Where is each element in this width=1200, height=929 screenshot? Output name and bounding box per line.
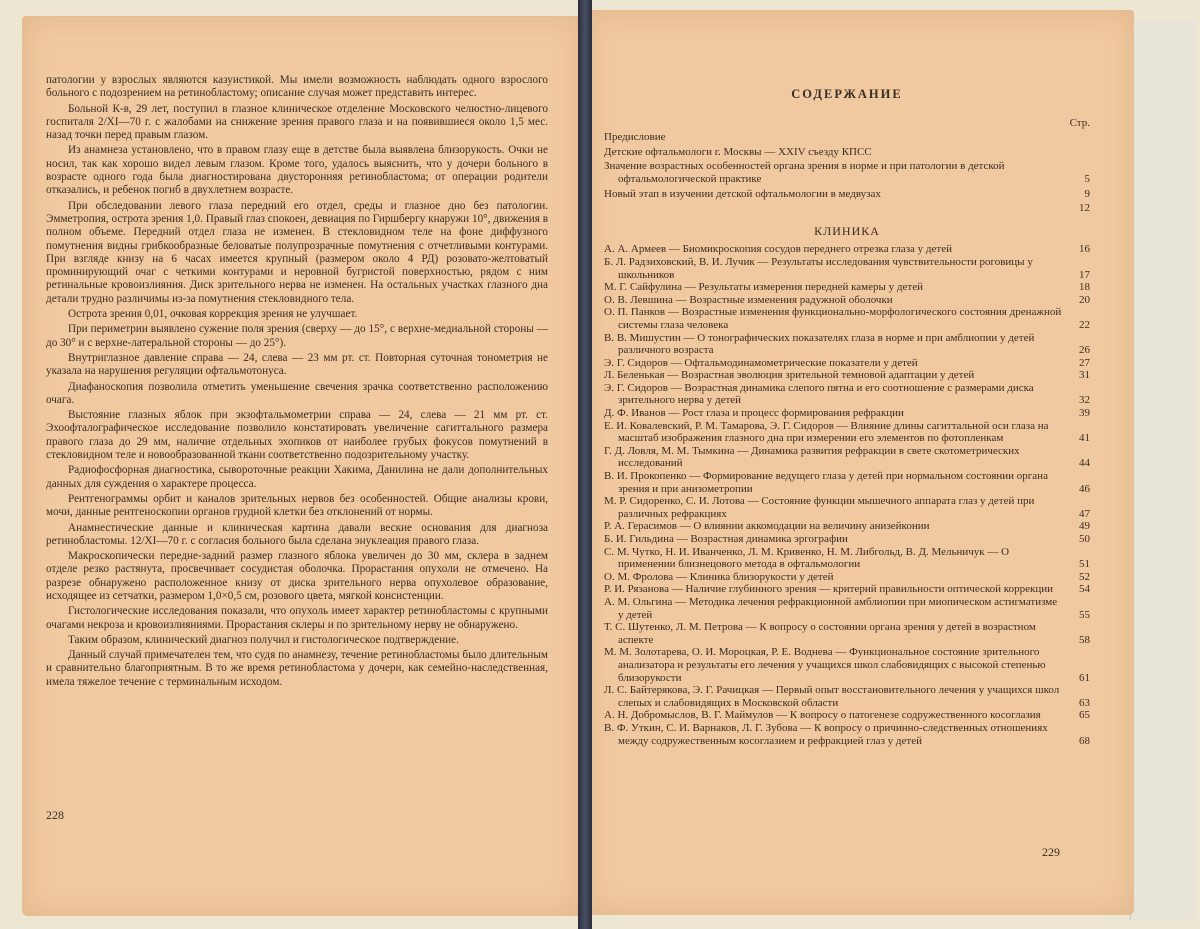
toc-entry-title: Б. И. Гильдина — Возрастная динамика эргографии	[604, 533, 848, 545]
toc-entry-page: 27	[1079, 356, 1090, 369]
toc-entry-page: 51	[1079, 558, 1090, 571]
toc-entry-page: 58	[1079, 633, 1090, 646]
toc-entry-page: 22	[1079, 318, 1090, 331]
toc-entry-title: Л. Беленькая — Возрастная эволюция зрительной темновой адаптации у детей	[604, 369, 975, 382]
toc-entry-page: 49	[1079, 520, 1090, 533]
paragraph: Данный случай примечателен тем, что судя по анамнезу, течение ретинобластомы было длительным и сравнительно благоприятным. В то же время ретинобластома у дочери, как семейно-наследственная, имела тяжелое течение с терминальным исходом.	[46, 649, 548, 688]
toc-entry-page: 41	[1079, 432, 1090, 445]
toc-entry-page: 20	[1079, 293, 1090, 306]
toc-entry-title: Т. С. Шутенко, Л. М. Петрова — К вопросу о состоянии органа зрения у детей в возрастном аспекте	[604, 621, 1036, 646]
toc-entry-page: 39	[1079, 407, 1090, 420]
toc-entry	[604, 571, 1090, 584]
toc-entry-page: 65	[1079, 709, 1090, 722]
paragraph: Радиофосфорная диагностика, сывороточные реакции Хакима, Данилина не дали дополнительных данных для суждения о характере процесса.	[46, 464, 548, 490]
toc-entry-title: Г. Д. Ловля, М. М. Тымкина — Динамика развития рефракции в свете скотометрических исследований	[604, 444, 1020, 470]
toc-entry-page: 61	[1079, 671, 1090, 684]
toc-entry	[604, 407, 1090, 420]
toc-entry-page: 31	[1079, 369, 1090, 382]
toc-entry-page: 47	[1079, 507, 1090, 520]
toc-entry-title: Р. А. Герасимов — О влиянии аккомодации на величину анизейконии	[604, 520, 930, 533]
toc-entry-title: Детские офтальмологи г. Москвы — XXIV съезду КПСС	[604, 145, 872, 158]
toc-entry-page: 17	[1079, 268, 1090, 281]
toc-entry	[604, 722, 1090, 747]
table-of-contents	[604, 88, 1090, 747]
toc-entry	[604, 709, 1090, 722]
paragraph: При периметрии выявлено сужение поля зрения (сверху — до 15°, с верхне-медиальной стороны — до 30° и с верхне-латеральной стороны — до 25°).	[46, 323, 548, 349]
toc-entry-title: Э. Г. Сидоров — Офтальмодинамометрические показатели у детей	[604, 356, 918, 369]
toc-entry	[604, 332, 1090, 357]
toc-entry	[604, 243, 1090, 256]
paragraph: Анамнестические данные и клиническая картина давали веские основания для диагноза ретинобластомы. 12/XI—70 г. с согласия больного была сделана энуклеация правого глаза.	[46, 521, 548, 547]
toc-entry	[604, 621, 1090, 646]
toc-entry-page: 26	[1079, 344, 1090, 357]
paragraph: Таким образом, клинический диагноз получил и гистологическое подтверждение.	[68, 633, 459, 646]
paragraph: Из анамнеза установлено, что в правом глазу еще в детстве была выявлена близорукость. Очки не носил, так как хорошо видел левым глазом. Кроме того, удалось выяснить, что у дочери больного в возрасте одного года была диагностирована двусторонняя ретинобластома; от операции родители отказались, и ребенок погиб в двухлетнем возрасте.	[46, 144, 548, 197]
toc-entry	[604, 294, 1090, 307]
toc-entry-title: Е. И. Ковалевский, Р. М. Тамарова, Э. Г. Сидоров — Влияние длины сагиттальной оси глаза на масштаб изображения глазного дна при измерении его элементов по фотопленкам	[604, 419, 1049, 445]
book-spine	[578, 0, 592, 929]
toc-entry	[604, 684, 1090, 709]
toc-entry	[604, 546, 1090, 571]
toc-entry	[604, 306, 1090, 331]
toc-entry	[604, 533, 1090, 546]
toc-entry-title: Р. И. Рязанова — Наличие глубинного зрения — критерий правильности оптической коррекции	[604, 583, 1053, 596]
toc-entry	[604, 646, 1090, 684]
paragraph: При обследовании левого глаза передний его отдел, среды и глазное дно без патологии. Эмметропия, острота зрения 1,0. Правый глаз спокоен, девиация по Гиршбергу кнаружи 10°, движения в полном объеме. Передний отдел глаза не изменен. В стекловидном теле на фоне диффузного помутнения видны грибкообразные беловатые полупрозрачные помутнения с отчетливыми контурами. При взгляде книзу на 6 часах имеется крупный (размером около 4 РД) розовато-желтоватый проминирующий очаг с четкими контурами и неровной бугристой поверхностью, рядом с ним ретинальные кровоизлияния. Диск зрительного нерва не изменен. На остальных участках глазного дна детали трудно различимы из-за помутнения стекловидного тела.	[46, 199, 548, 305]
toc-prelim	[604, 131, 1090, 215]
toc-entry-page: 44	[1079, 457, 1090, 470]
toc-entry-title: А. А. Армеев — Биомикроскопия сосудов переднего отрезка глаза у детей	[604, 243, 952, 256]
toc-entry-title: А. М. Ольгина — Методика лечения рефракционной амблиопии при миопическом астигматизме у детей	[604, 595, 1058, 621]
toc-entry	[604, 382, 1090, 407]
toc-section-heading: КЛИНИКА	[814, 223, 880, 238]
toc-entry-page: 52	[1079, 570, 1090, 583]
toc-entry	[604, 420, 1090, 445]
toc-title: СОДЕРЖАНИЕ	[791, 87, 903, 101]
paragraph: Диафаноскопия позволила отметить уменьшение свечения зрачка соответственно расположению очага.	[46, 380, 548, 406]
paragraph: Больной К-в, 29 лет, поступил в глазное клиническое отделение Московского челюстно-лицевого госпиталя 2/XI—70 г. с жалобами на снижение зрения правого глаза и на появившиеся около 1,5 мес. назад точки перед правым глазом.	[46, 102, 548, 142]
toc-entry-title: О. П. Панков — Возрастные изменения функционально-морфологического состояния дренажной системы глаза человека	[604, 306, 1062, 331]
toc-entry-title: М. Г. Сайфулина — Результаты измерения передней камеры у детей	[604, 281, 923, 294]
toc-entry-title: С. М. Чутко, Н. И. Иванченко, Л. М. Кривенко, Н. М. Либгольд, В. Д. Мельничук — О применении близнецового метода в офтальмологии	[604, 545, 1010, 571]
toc-entry-page: 63	[1079, 696, 1090, 709]
toc-entry-title: В. И. Прокопенко — Формирование ведущего глаза у детей при нормальном состоянии органа зрения и при анизометропии	[604, 470, 1048, 495]
toc-entry	[604, 202, 1090, 215]
paragraph: патологии у взрослых являются казуистикой. Мы имели возможность наблюдать одного взрослого больного с подозрением на ретинобластому; описание случая может представить интерес.	[46, 74, 548, 100]
toc-entry-title: В. Ф. Уткин, С. И. Варнаков, Л. Г. Зубова — К вопросу о причинно-следственных отношениях между содружественным косоглазием и рефракцией глаз у детей	[604, 721, 1048, 747]
toc-entry-page: 32	[1079, 394, 1090, 407]
cover-flap	[1130, 20, 1196, 920]
paragraph: Внутриглазное давление справа — 24, слева — 23 мм рт. ст. Повторная суточная тонометрия не указала на нарушения регуляции офтальмотонуса.	[46, 351, 548, 378]
toc-entry-title: О. М. Фролова — Клиника близорукости у детей	[604, 570, 834, 583]
paragraph: Рентгенограммы орбит и каналов зрительных нервов без особенностей. Общие анализы крови, мочи, данные рентгеноскопии органов грудной клетки без отклонений от нормы.	[46, 492, 548, 519]
toc-entry-title: Значение возрастных особенностей органа зрения в норме и при патологии в детской офтальмологической практике	[604, 160, 1005, 185]
toc-entry-page: 18	[1079, 281, 1090, 294]
toc-entry-title: М. М. Золотарева, О. И. Мороцкая, Р. Е. Воднева — Функциональное состояние зрительного анализатора и результаты его лечения у учащихся школ слабовидящих с высокой степенью близорукости	[604, 646, 1046, 684]
paragraph: Гистологические исследования показали, что опухоль имеет характер ретинобластомы с крупными очагами некроза и кровоизлияниями. Прорастания склеры и по зрительному нерву не обнаружено.	[46, 605, 548, 631]
toc-entry-title: Э. Г. Сидоров — Возрастная динамика слепого пятна и его соотношение с размерами диска зрительного нерва у детей	[604, 381, 1034, 407]
toc-entry-page: 12	[1079, 202, 1090, 215]
toc-entry-title: Л. С. Байтерякова, Э. Г. Рачицкая — Первый опыт восстановительного лечения у учащихся школ слепых и слабовидящих в Московской области	[604, 684, 1060, 709]
toc-entry-page: 16	[1079, 243, 1090, 256]
toc-entry-page: 9	[1084, 187, 1090, 200]
toc-entries	[604, 243, 1090, 747]
toc-entry-title: А. Н. Добромыслов, В. Г. Маймулов — К вопросу о патогенезе содружественного косоглазия	[604, 709, 1041, 722]
toc-entry	[604, 495, 1090, 520]
toc-entry-title: О. В. Левшина — Возрастные изменения радужной оболочки	[604, 293, 893, 306]
toc-entry-title: В. В. Мишустин — О тонографических показателях глаза в норме и при амблиопии у детей различного возраста	[604, 331, 1035, 357]
toc-entry-title: Б. Л. Радзиховский, В. И. Лучик — Результаты исследования чувствительности роговицы у школьников	[604, 255, 1033, 281]
toc-entry	[604, 583, 1090, 596]
page-column-label: Стр.	[1069, 116, 1090, 129]
right-page-number: 229	[1042, 845, 1060, 859]
paragraph: Острота зрения 0,01, очковая коррекция зрения не улучшает.	[68, 308, 358, 321]
toc-entry-page: 68	[1079, 734, 1090, 747]
toc-entry-title: Д. Ф. Иванов — Рост глаза и процесс формирования рефракции	[604, 407, 904, 420]
toc-entry-page: 5	[1084, 172, 1090, 185]
left-page-text	[46, 74, 548, 691]
toc-entry-title: Новый этап в изучении детской офтальмологии в медвузах	[604, 187, 881, 200]
toc-entry	[604, 470, 1090, 495]
toc-entry	[604, 146, 1090, 159]
toc-entry-page: 50	[1079, 533, 1090, 545]
toc-entry-page: 55	[1079, 608, 1090, 621]
toc-entry	[604, 281, 1090, 294]
toc-entry	[604, 188, 1090, 201]
toc-entry	[604, 445, 1090, 470]
toc-entry	[604, 256, 1090, 281]
toc-entry-title: М. Р. Сидоренко, С. И. Лотова — Состояние функции мышечного аппарата глаз у детей при различных рефракциях	[604, 495, 1035, 520]
toc-entry	[604, 596, 1090, 621]
paragraph: Макроскопически передне-задний размер глазного яблока увеличен до 30 мм, склера в заднем отделе резко растянута, просвечивает сосудистая оболочка. Прорастания опухоли не отмечено. На разрезе обнаружено расположенное книзу от диска зрительного нерва опухолевое образование, исходящее из сетчатки, размером 1,0×0,5 см, розового цвета, мягкой консистенции.	[46, 550, 548, 602]
paragraph: Выстояние глазных яблок при экзофтальмометрии справа — 24, слева — 21 мм рт. ст. Эхоофталографическое исследование позволило констатировать увеличение сагиттального размера правого глаза до 29 мм, наличие отдельных эхопиков от наиболее грубых фокусов помутнений в стекловидном теле и новообразованной ткани соответственно подозрительному участку.	[46, 409, 548, 462]
toc-entry-page: 46	[1079, 482, 1090, 495]
left-page-number: 228	[46, 808, 64, 822]
toc-entry-page: 54	[1079, 583, 1090, 596]
toc-entry	[604, 520, 1090, 533]
toc-entry-title: Предисловие	[604, 131, 666, 144]
toc-entry	[604, 357, 1090, 370]
toc-entry	[604, 131, 1090, 144]
toc-entry	[604, 160, 1090, 185]
toc-entry	[604, 369, 1090, 382]
